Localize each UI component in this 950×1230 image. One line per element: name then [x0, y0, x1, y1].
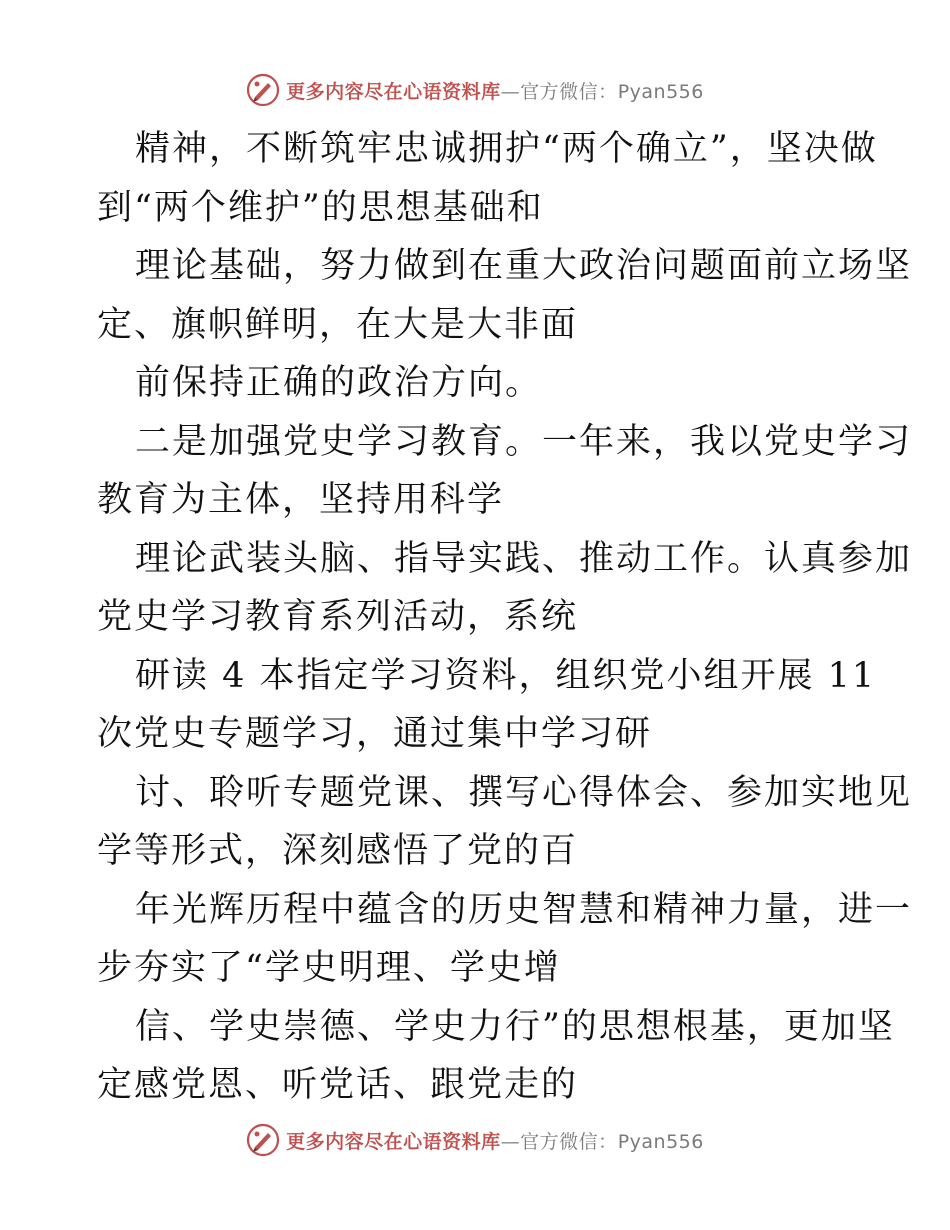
- text-line: 年光辉历程中蕴含的历史智慧和精神力量，进一: [135, 889, 913, 930]
- text-line: 次党史专题学习，通过集中学习研: [97, 714, 653, 754]
- text-line: 讨、聆听专题党课、撰写心得体会、参加实地见: [135, 772, 913, 813]
- text-line: 党史学习教育系列活动，系统: [97, 597, 579, 637]
- text-line: 定、旗帜鲜明，在大是大非面: [97, 304, 579, 345]
- text-line: 前保持正确的政治方向。: [135, 363, 543, 403]
- text-line: 学等形式，深刻感悟了党的百: [97, 831, 579, 871]
- banner-main-text: 更多内容尽在心语资料库: [286, 1130, 501, 1153]
- banner-wechat-id: Pyan556: [617, 80, 704, 103]
- text-line: 步夯实了“学史明理、学史增: [97, 948, 561, 988]
- header-banner: [0, 70, 950, 110]
- text-line: 理论武装头脑、指导实践、推动工作。认真参加: [135, 538, 913, 579]
- banner-label: 官方微信：: [520, 80, 618, 103]
- pen-logo-icon: [246, 73, 280, 107]
- text-line: 精神，不断筑牢忠诚拥护“两个确立”，坚决做: [135, 129, 878, 169]
- text-line: 二是加强党史学习教育。一年来，我以党史学习: [135, 421, 913, 462]
- text-line: 研读 4 本指定学习资料，组织党小组开展 11: [135, 655, 877, 696]
- text-line: 定感党恩、听党话、跟党走的: [97, 1065, 579, 1105]
- banner-label: 官方微信：: [520, 1130, 618, 1153]
- footer-banner: [0, 1120, 950, 1160]
- banner-separator: —: [500, 80, 521, 103]
- banner-main-text: 更多内容尽在心语资料库: [286, 80, 501, 103]
- document-body: [97, 120, 913, 1115]
- pen-logo-icon: [246, 1123, 280, 1157]
- banner-separator: —: [500, 1130, 521, 1153]
- text-line: 理论基础，努力做到在重大政治问题面前立场坚: [135, 246, 913, 286]
- banner-wechat-id: Pyan556: [617, 1130, 704, 1153]
- text-line: 信、学史崇德、学史力行”的思想根基，更加坚: [135, 1006, 895, 1047]
- text-line: 到“两个维护”的思想基础和: [97, 187, 544, 228]
- text-line: 教育为主体，坚持用科学: [97, 480, 505, 520]
